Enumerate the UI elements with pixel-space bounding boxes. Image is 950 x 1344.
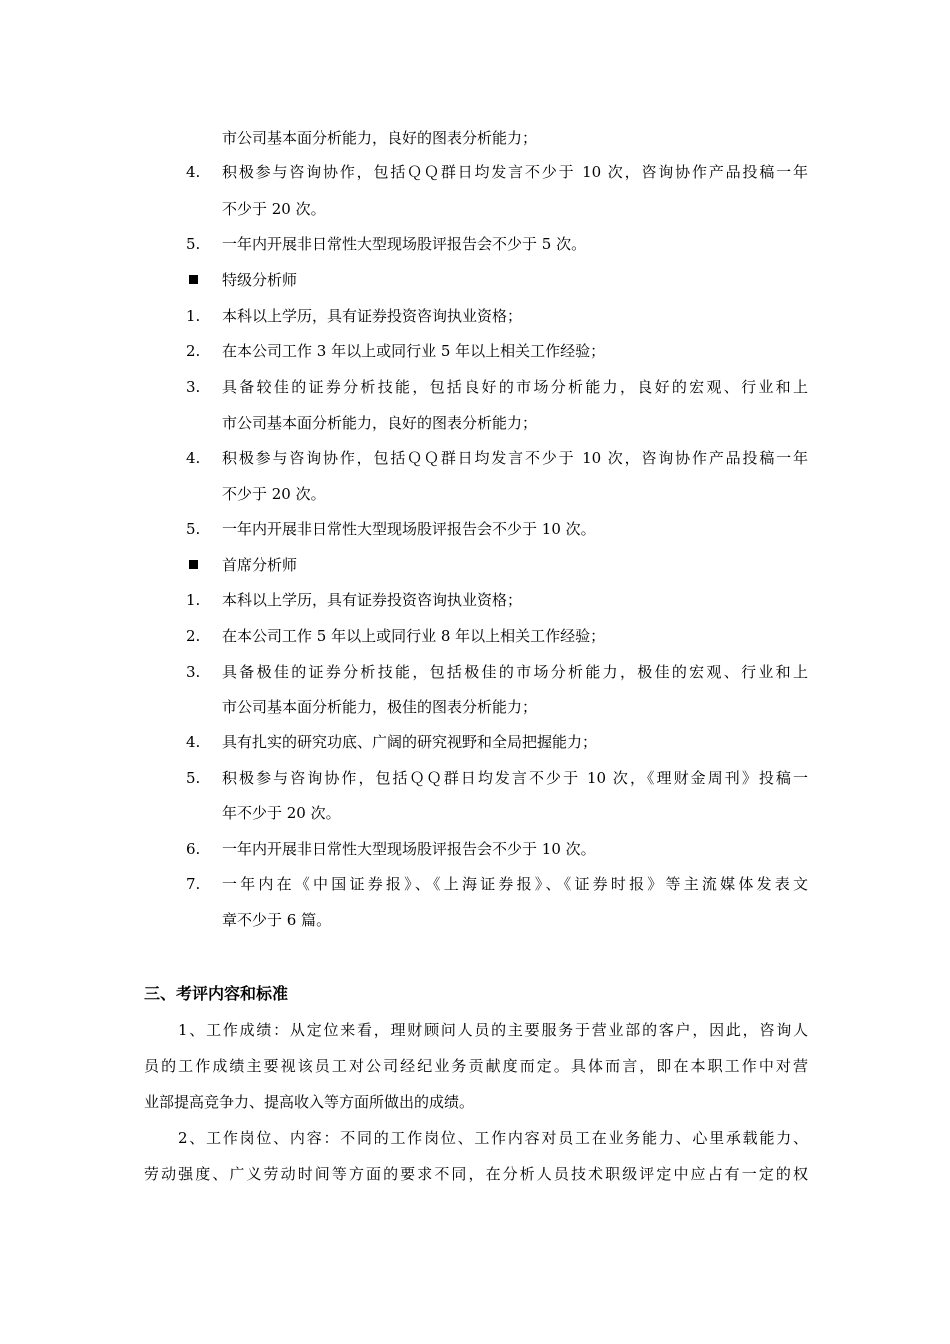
list-item-number: 1. [186, 307, 201, 325]
paragraph-line: 业部提高竞争力、提高收入等方面所做出的成绩。 [144, 1093, 475, 1111]
section-title: 特级分析师 [222, 271, 298, 289]
list-item-text: 章不少于 6 篇。 [222, 911, 332, 929]
list-item-number: 2. [186, 342, 201, 360]
list-item-number: 4. [186, 733, 201, 751]
list-item-number: 3. [186, 378, 201, 396]
list-item-text: 在本公司工作 5 年以上或同行业 8 年以上相关工作经验； [222, 627, 606, 645]
section-title: 首席分析师 [222, 556, 298, 574]
list-item-text: 一年内开展非日常性大型现场股评报告会不少于 10 次。 [222, 840, 596, 858]
list-item-number: 4. [186, 163, 201, 181]
list-item-text: 具有扎实的研究功底、广阔的研究视野和全局把握能力； [222, 733, 598, 751]
list-item-text: 积极参与咨询协作，包括ＱＱ群日均发言不少于 10 次，咨询协作产品投稿一年 [222, 449, 808, 467]
list-item-number: 5. [186, 769, 201, 787]
list-item-text: 在本公司工作 3 年以上或同行业 5 年以上相关工作经验； [222, 342, 606, 360]
list-item-text: 本科以上学历，具有证券投资咨询执业资格； [222, 307, 523, 325]
paragraph-line: 2、工作岗位、内容：不同的工作岗位、工作内容对员工在业务能力、心里承载能力、 [178, 1129, 808, 1147]
list-item-number: 1. [186, 591, 201, 609]
section-heading: 三、考评内容和标准 [144, 984, 289, 1003]
list-item-number: 4. [186, 449, 201, 467]
list-item-text: 市公司基本面分析能力，良好的图表分析能力； [222, 129, 538, 147]
list-item-number: 5. [186, 520, 201, 538]
list-item-text: 不少于 20 次。 [222, 200, 326, 218]
square-bullet-icon [189, 560, 198, 569]
list-item-text: 市公司基本面分析能力，良好的图表分析能力； [222, 414, 538, 432]
list-item-text: 一年内开展非日常性大型现场股评报告会不少于 10 次。 [222, 520, 596, 538]
list-item-text: 市公司基本面分析能力，极佳的图表分析能力； [222, 698, 538, 716]
paragraph-line: 1、工作成绩：从定位来看，理财顾问人员的主要服务于营业部的客户，因此，咨询人 [178, 1021, 808, 1039]
list-item-text: 一年内开展非日常性大型现场股评报告会不少于 5 次。 [222, 235, 587, 253]
list-item-text: 具备较佳的证券分析技能，包括良好的市场分析能力，良好的宏观、行业和上 [222, 378, 808, 396]
list-item-text: 年不少于 20 次。 [222, 804, 341, 822]
list-item-text: 具备极佳的证券分析技能，包括极佳的市场分析能力，极佳的宏观、行业和上 [222, 663, 808, 681]
list-item-number: 3. [186, 663, 201, 681]
paragraph-line: 劳动强度、广义劳动时间等方面的要求不同，在分析人员技术职级评定中应占有一定的权 [144, 1165, 808, 1183]
list-item-number: 6. [186, 840, 201, 858]
list-item-text: 一年内在《中国证券报》、《上海证券报》、《证券时报》等主流媒体发表文 [222, 875, 808, 893]
list-item-text: 积极参与咨询协作，包括ＱＱ群日均发言不少于 10 次，《理财金周刊》投稿一 [222, 769, 808, 787]
list-item-text: 本科以上学历，具有证券投资咨询执业资格； [222, 591, 523, 609]
square-bullet-icon [189, 275, 198, 284]
list-item-number: 2. [186, 627, 201, 645]
paragraph-line: 员的工作成绩主要视该员工对公司经纪业务贡献度而定。具体而言，即在本职工作中对营 [144, 1057, 808, 1075]
list-item-text: 积极参与咨询协作，包括ＱＱ群日均发言不少于 10 次，咨询协作产品投稿一年 [222, 163, 808, 181]
list-item-text: 不少于 20 次。 [222, 485, 326, 503]
list-item-number: 7. [186, 875, 201, 893]
list-item-number: 5. [186, 235, 201, 253]
